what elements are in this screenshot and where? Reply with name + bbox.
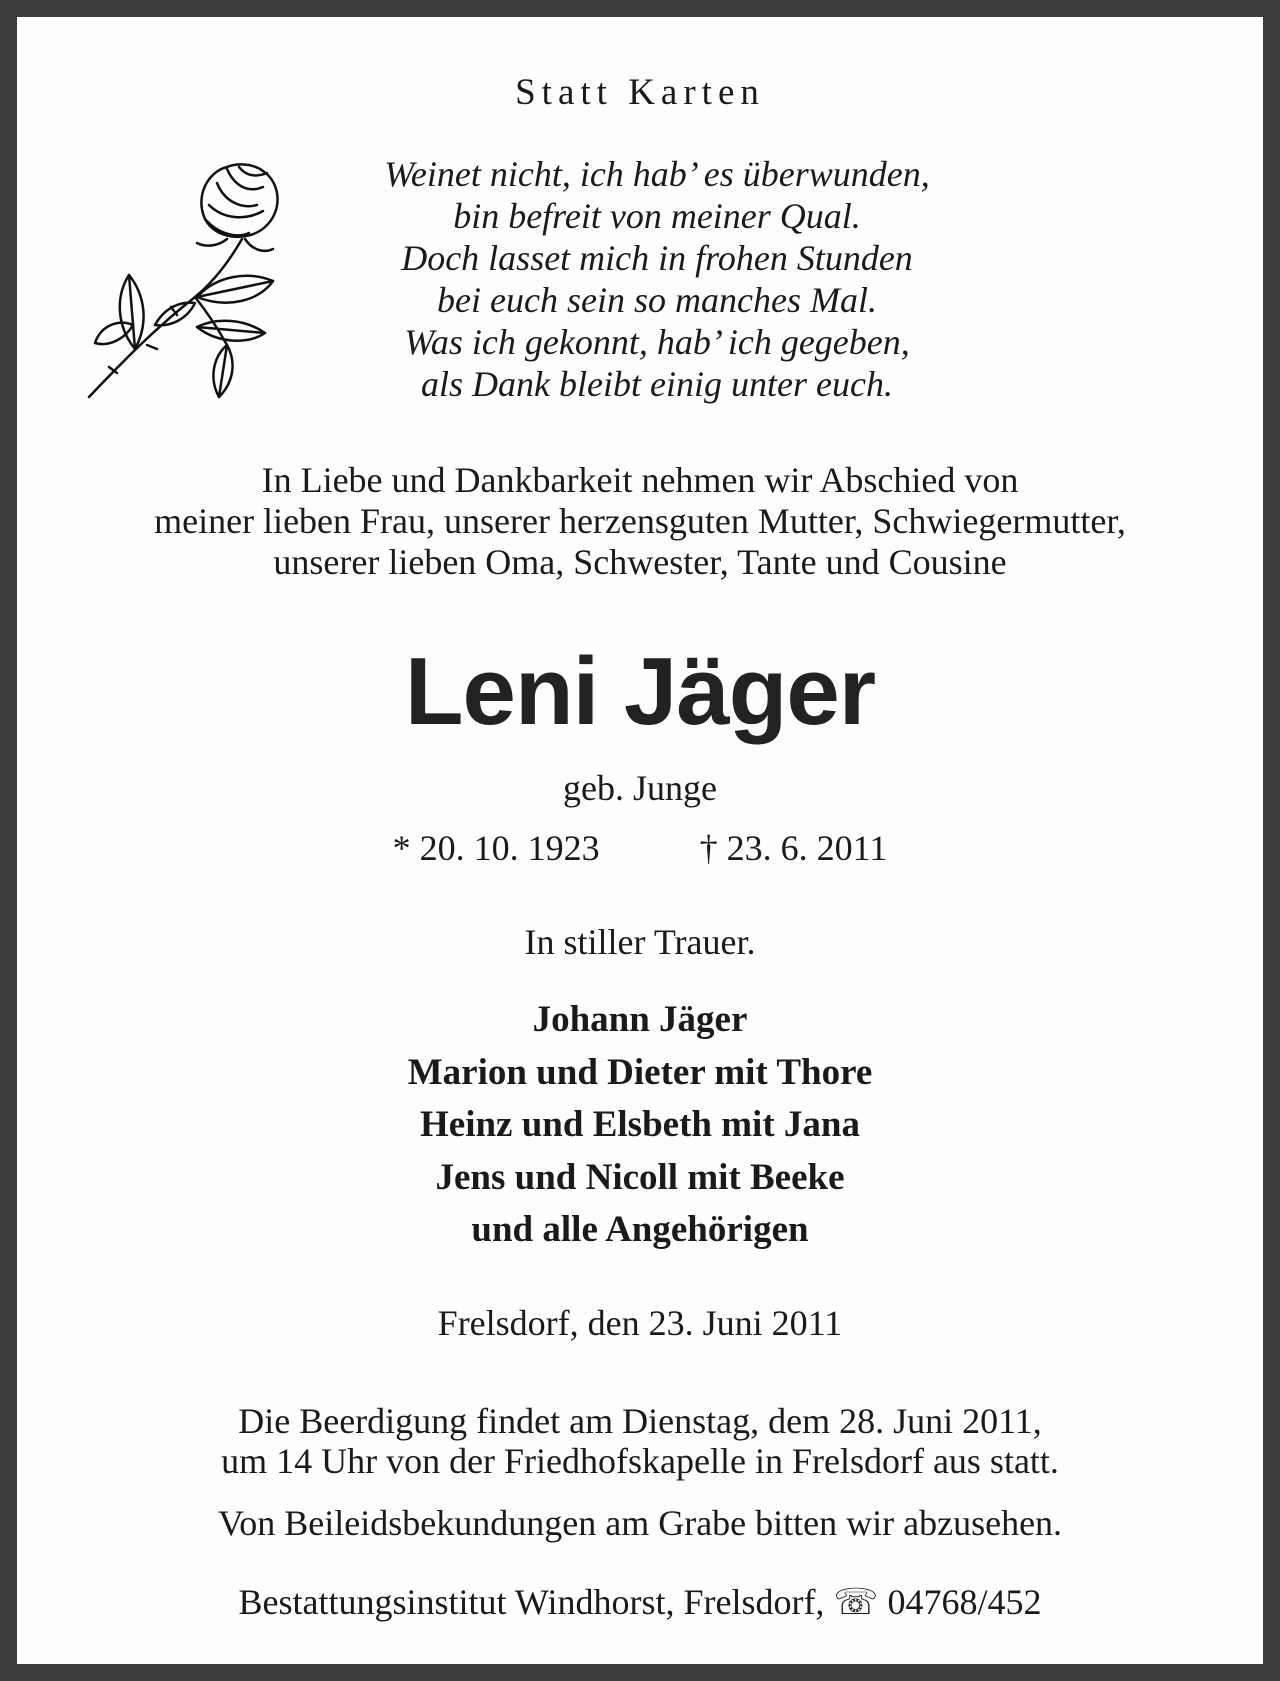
poem-line: bin befreit von meiner Qual. bbox=[453, 196, 861, 236]
poem-line: Weinet nicht, ich hab’ es überwunden, bbox=[384, 154, 930, 194]
family-member: Marion und Dieter mit Thore bbox=[407, 1051, 873, 1093]
poem-line: als Dank bleibt einig unter euch. bbox=[421, 364, 893, 404]
family-list bbox=[17, 994, 1263, 1257]
intro-text bbox=[17, 460, 1263, 583]
obituary-notice bbox=[17, 17, 1263, 1664]
funeral-line: Die Beerdigung findet am Dienstag, dem 28. Juni 2011, bbox=[238, 1401, 1042, 1441]
birth-date: * 20. 10. 1923 bbox=[392, 828, 600, 868]
rose-icon bbox=[77, 147, 317, 417]
poem-line: Was ich gekonnt, hab’ ich gegeben, bbox=[404, 322, 910, 362]
mourning-line: In stiller Trauer. bbox=[524, 922, 756, 962]
death-date: † 23. 6. 2011 bbox=[699, 828, 888, 868]
header-statt-karten: Statt Karten bbox=[515, 72, 765, 113]
life-dates bbox=[17, 827, 1263, 869]
family-member: Heinz und Elsbeth mit Jana bbox=[420, 1104, 860, 1145]
place-date: Frelsdorf, den 23. Juni 2011 bbox=[437, 1303, 843, 1343]
deceased-name: Leni Jäger bbox=[404, 638, 876, 745]
poem bbox=[297, 153, 1017, 405]
intro-line: meiner lieben Frau, unserer herzensguten Mutter, Schwiegermutter, bbox=[154, 501, 1126, 541]
intro-line: In Liebe und Dankbarkeit nehmen wir Abschied von bbox=[261, 460, 1019, 500]
undertaker-info: Bestattungsinstitut Windhorst, Frelsdorf, ☏ 04768/452 bbox=[238, 1582, 1042, 1622]
family-member: Johann Jäger bbox=[532, 999, 748, 1040]
poem-line: Doch lasset mich in frohen Stunden bbox=[401, 238, 913, 278]
family-member: und alle Angehörigen bbox=[471, 1209, 809, 1250]
maiden-name: geb. Junge bbox=[563, 768, 717, 808]
funeral-info bbox=[17, 1401, 1263, 1481]
poem-line: bei euch sein so manches Mal. bbox=[437, 280, 877, 320]
family-member: Jens und Nicoll mit Beeke bbox=[435, 1156, 845, 1198]
condolence-note: Von Beileidsbekundungen am Grabe bitten wir abzusehen. bbox=[217, 1503, 1063, 1543]
intro-line: unserer lieben Oma, Schwester, Tante und Cousine bbox=[273, 542, 1007, 582]
funeral-line: um 14 Uhr von der Friedhofskapelle in Frelsdorf aus statt. bbox=[221, 1441, 1059, 1481]
